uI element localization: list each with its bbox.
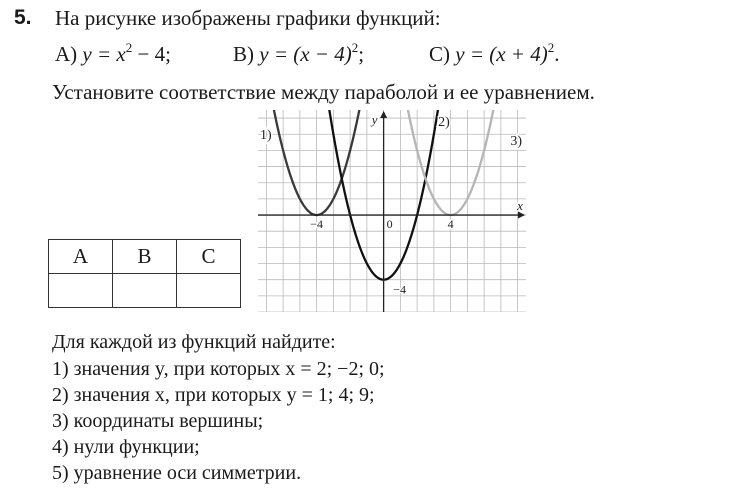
answer-cell-a[interactable]	[49, 274, 113, 308]
task-number: 5.	[14, 6, 32, 29]
function-c: C) $y = (x + 4)^2$.	[429, 40, 560, 66]
question-2: 2) значения x, при которых y = 1; 4; 9;	[52, 384, 375, 406]
graph-labels	[260, 112, 523, 297]
answer-header-b: B	[113, 240, 177, 274]
question-5: 5) уравнение оси симметрии.	[52, 462, 302, 484]
curve-label-2: 2)	[438, 115, 450, 130]
answer-header-c: C	[177, 240, 241, 274]
task-intro: На рисунке изображены графики функций:	[55, 6, 441, 30]
question-1: 1) значения y, при которых x = 2; −2; 0;	[52, 358, 385, 380]
curve-label-1: 1)	[260, 128, 272, 143]
tick-label-x-neg-4: −4	[310, 217, 324, 232]
answer-table	[48, 239, 241, 308]
question-4: 4) нули функции;	[52, 436, 200, 458]
question-3: 3) координаты вершины;	[52, 410, 264, 432]
curve-label-3: 3)	[510, 134, 522, 149]
answer-header-a: A	[49, 240, 113, 274]
tick-label-x-pos-4: 4	[447, 217, 454, 232]
x-axis-label: x	[517, 198, 523, 214]
task-instruction: Установите соответствие между параболой и ее уравнением.	[52, 80, 595, 104]
y-axis-label: y	[371, 112, 378, 127]
function-list	[55, 42, 655, 72]
tick-label-y-neg-4: −4	[393, 282, 407, 297]
answer-cell-c[interactable]	[177, 274, 241, 308]
answer-cell-b[interactable]	[113, 274, 177, 308]
parabola-graph	[258, 110, 526, 312]
function-a: A) $y = x^2 - 4$;	[55, 40, 171, 66]
questions-intro: Для каждой из функций найдите:	[52, 331, 336, 353]
y-axis-arrow	[380, 111, 387, 118]
tick-label-origin: 0	[386, 217, 393, 232]
function-b: B) $y = (x - 4)^2$;	[233, 40, 365, 66]
graph-axes	[258, 111, 525, 312]
